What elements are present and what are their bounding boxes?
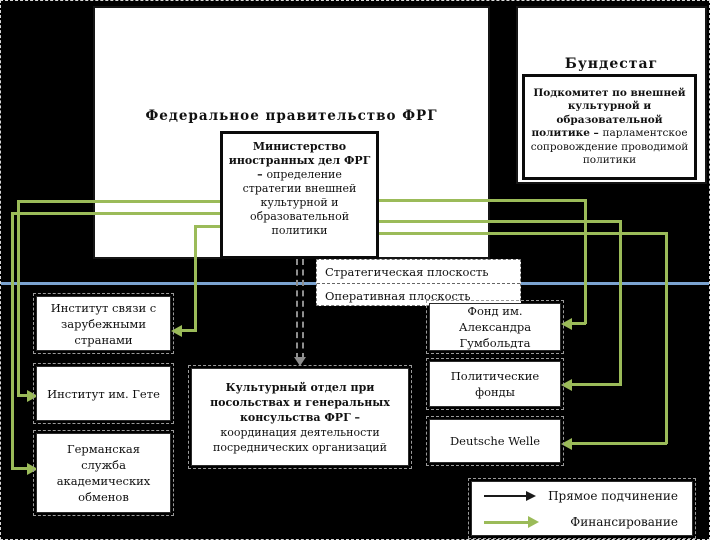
political-foundations-box: Политические фонды — [429, 361, 561, 407]
subcommittee-box — [522, 74, 697, 180]
strategic-plane-label: Стратегическая плоскость — [325, 264, 489, 279]
financing-line-goethe-v — [17, 200, 20, 396]
financing-line-daad-h2 — [11, 467, 27, 470]
financing-line-dw-h2 — [572, 442, 667, 445]
ifa-institute-box: Институт связи с зарубежными странами — [36, 296, 171, 351]
financing-arrowhead-ifa-icon — [171, 325, 182, 337]
subcommittee-text-bold: Подкомитет по внешней культурной и образовательной политике – — [531, 86, 686, 139]
financing-line-ifa-h2 — [181, 329, 197, 332]
ministry-box — [220, 131, 379, 259]
financing-line-ifa-h — [194, 225, 220, 228]
financing-line-dw-v — [665, 232, 668, 444]
financing-line-humboldt-v — [584, 199, 587, 324]
direct-subordination-arrow-icon — [484, 495, 526, 497]
cultural-department-box — [191, 368, 409, 466]
financing-line-daad-v — [11, 212, 14, 469]
daad-box: Германская служба академических обменов — [36, 433, 171, 513]
financing-arrowhead-polfunds-icon — [561, 379, 572, 391]
financing-line-polfunds-h2 — [572, 383, 621, 386]
financing-line-goethe-h — [17, 200, 220, 203]
financing-line-polfunds-h — [379, 220, 622, 223]
bundestag-box — [516, 6, 707, 184]
cultural-department-text-normal: координация деятельности посреднических организаций — [213, 425, 387, 454]
financing-line-daad-h — [11, 212, 220, 215]
financing-line-dw-h — [379, 232, 668, 235]
deutsche-welle-box: Deutsche Welle — [429, 419, 561, 463]
goethe-institute-box: Институт им. Гете — [36, 366, 171, 421]
operational-plane-label: Оперативная плоскость — [325, 288, 471, 303]
ministry-text-normal: определение стратегии внешней культурной и образовательной политики — [242, 168, 357, 237]
financing-arrowhead-humboldt-icon — [561, 318, 572, 330]
legend-box — [471, 481, 693, 536]
subordination-dashed-line-right — [302, 259, 304, 359]
legend-row-financing — [484, 509, 688, 535]
humboldt-foundation-box: Фонд им. Александра Гумбольдта — [429, 303, 561, 351]
financing-line-ifa-v — [194, 225, 197, 332]
cultural-department-text-bold: Культурный отдел при посольствах и генеральных консульства ФРГ – — [210, 380, 390, 424]
subcommittee-text-normal: парламентское сопровождение проводимой политики — [530, 127, 689, 166]
legend-row-direct — [484, 483, 688, 509]
financing-arrow-icon — [484, 521, 528, 524]
financing-arrowhead-dw-icon — [561, 438, 572, 450]
bundestag-title: Бундестаг — [564, 56, 659, 72]
ministry-text-bold: Министерство иностранных дел ФРГ – — [228, 140, 371, 181]
planes-label-box — [316, 259, 521, 306]
federal-government-title: Федеральное правительство ФРГ — [145, 108, 438, 124]
financing-line-humboldt-h2 — [572, 322, 586, 325]
financing-line-polfunds-v — [619, 220, 622, 386]
subordination-dashed-line-left — [296, 259, 298, 359]
financing-line-humboldt-h — [379, 199, 587, 202]
legend-direct-label: Прямое подчинение — [548, 489, 678, 503]
legend-financing-label: Финансирование — [570, 515, 678, 529]
subordination-arrowhead-icon — [294, 357, 306, 366]
financing-arrowhead-icon — [528, 516, 539, 528]
direct-subordination-arrowhead-icon — [526, 491, 536, 501]
